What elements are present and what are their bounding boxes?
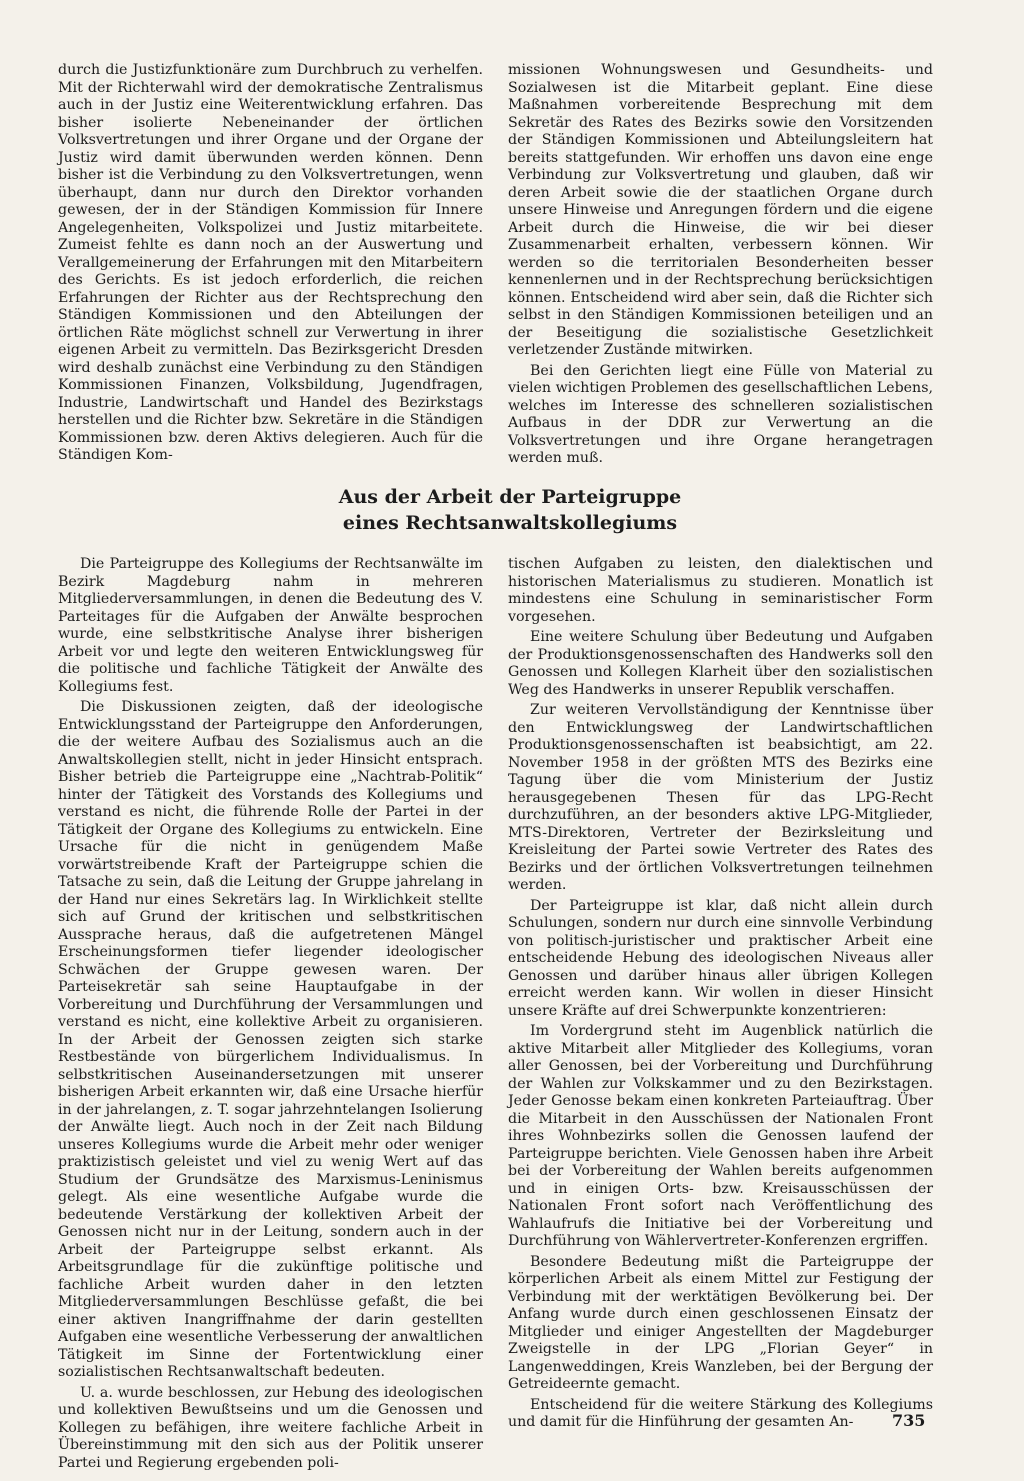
paragraph: durch die Justizfunktionäre zum Durchbruch zu verhelfen. Mit der Richterwahl wird der demokratische Zentralismus auch in der Justiz eine Weiterentwicklung erfahren. Das bisher isolierte Nebeneinander der örtlichen Volksvertretungen und ihrer Organe und der Organe der Justiz wird damit überwunden werden können. Denn bisher ist die Verbindung zu den Volksvertretungen, wenn überhaupt, dann nur durch den Direktor vorhanden gewesen, der in der Ständigen Kommission für Innere Angelegenheiten, Volkspolizei und Justiz mitarbeitete. Zumeist fehlte es dann noch an der Auswertung und Verallgemeinerung der Erfahrungen mit den Mitarbeitern des Gerichts. Es ist jedoch erforderlich, die reichen Erfahrungen der Richter aus der Rechtsprechung den Ständigen Kommissionen und den Abteilungen der örtlichen Räte möglichst schnell zur Verwertung in ihrer eigenen Arbeit zu vermitteln. Das Bezirksgericht Dresden wird deshalb zunächst eine Verbindung zu den Ständigen Kommissionen Finanzen, Volksbildung, Jugendfragen, Industrie, Landwirtschaft und Handel des Bezirkstags herstellen und die Richter bzw. Sekretäre in die Ständigen Kommissionen bzw. deren Aktivs delegieren. Auch für die Ständigen Kom-	[58, 62, 483, 463]
paragraph: Im Vordergrund steht im Augenblick natürlich die aktive Mitarbeit aller Mitglieder des Kollegiums, voran aller Genossen, bei der Vorbereitung und Durchführung der Wahlen zur Volkskammer und zu den Bezirkstagen. Jeder Genosse bekam einen konkreten Parteiauftrag. Über die Mitarbeit in den Ausschüssen der Nationalen Front ihres Wohnbezirks sollen die Genossen laufend der Parteigruppe berichten. Viele Genossen haben ihre Arbeit bei der Vorbereitung der Wahlen bereits aufgenommen und in einigen Orts- bzw. Kreisausschüssen der Nationalen Front sofort nach Veröffentlichung des Wahlaufrufs die Initiative bei der Vorbereitung und Durchführung von Wählervertreter-Konferenzen ergriffen.	[508, 1023, 933, 1249]
paragraph: Eine weitere Schulung über Bedeutung und Aufgaben der Produktionsgenossenschaften des Handwerks soll den Genossen und Kollegen Klarheit über den sozialistischen Weg des Handwerks in unserer Republik verschaffen.	[508, 629, 933, 698]
bottom-right-column	[508, 556, 933, 1435]
article-heading	[210, 484, 810, 536]
paragraph: Zur weiteren Vervollständigung der Kenntnisse über den Entwicklungsweg der Landwirtschaftlichen Produktionsgenossenschaften ist beabsichtigt, am 22. November 1958 in der größten MTS des Bezirks eine Tagung über die vom Ministerium der Justiz herausgegebenen Thesen für das LPG-Recht durchzuführen, an der besonders aktive LPG-Mitglieder, MTS-Direktoren, Vertreter der Bezirksleitung und Kreisleitung der Partei sowie Vertreter des Rates des Bezirks und der örtlichen Volksvertretungen teilnehmen werden.	[508, 702, 933, 893]
page-number: 735	[892, 1411, 926, 1430]
paragraph: Bei den Gerichten liegt eine Fülle von Material zu vielen wichtigen Problemen des gesellschaftlichen Lebens, welches im Interesse des schnelleren sozialistischen Aufbaus in der DDR zur Verwertung an die Volksvertretungen und ihre Organe herangetragen werden muß.	[508, 362, 933, 466]
heading-line: eines Rechtsanwaltskollegiums	[342, 512, 678, 534]
paragraph: U. a. wurde beschlossen, zur Hebung des ideologischen und kollektiven Bewußtseins und um die Genossen und Kollegen zu befähigen, ihre weitere fachliche Arbeit in Übereinstimmung mit den sich aus der Politik unserer Partei und Regierung ergebenden poli-	[58, 1384, 483, 1471]
paragraph: Die Diskussionen zeigten, daß der ideologische Entwicklungsstand der Parteigruppe den Anforderungen, die der weitere Aufbau des Sozialismus auch an die Anwaltskollegien stellt, nicht in jeder Hinsicht entsprach. Bisher betrieb die Parteigruppe eine „Nachtrab-Politik“ hinter der Tätigkeit des Vorstands des Kollegiums und verstand es nicht, die führende Rolle der Partei in der Tätigkeit der Organe des Kollegiums zu entwickeln. Eine Ursache für die nicht in genügendem Maße vorwärtstreibende Kraft der Parteigruppe schien die Tatsache zu sein, daß die Leitung der Gruppe jahrelang in der Hand nur eines Sekretärs lag. In Wirklichkeit stellte sich auf Grund der kritischen und selbstkritischen Aussprache heraus, daß die aufgetretenen Mängel Erscheinungsformen tiefer liegender ideologischer Schwächen der Gruppe gewesen waren. Der Parteisekretär sah seine Hauptaufgabe in der Vorbereitung und Durchführung der Versammlungen und verstand es nicht, eine kollektive Arbeit zu organisieren. In der Arbeit der Genossen zeigten sich starke Restbestände von bürgerlichem Individualismus. In selbstkritischen Auseinandersetzungen mit unserer bisherigen Arbeit erkannten wir, daß eine Ursache hierfür in der jahrelangen, z. T. sogar jahrzehntelangen Isolierung der Anwälte liegt. Auch noch in der Zeit nach Bildung unseres Kollegiums wurde die Arbeit mehr oder weniger praktizistisch geleistet und viel zu wenig Wert auf das Studium der Grundsätze des Marxismus-Leninismus gelegt. Als eine wesentliche Aufgabe wurde die bedeutende Verstärkung der kollektiven Arbeit der Genossen nicht nur in der Leitung, sondern auch in der Arbeit der Parteigruppe selbst erkannt. Als Arbeitsgrundlage für die zukünftige politische und fachliche Arbeit wurden daher in den letzten Mitgliederversammlungen Beschlüsse gefaßt, die bei einer aktiven Inangriffnahme der darin gestellten Aufgaben eine wesentliche Verbesserung der anwaltlichen Tätigkeit im Sinne der Fortentwicklung einer sozialistischen Rechtsanwaltschaft bedeuten.	[58, 699, 483, 1380]
paragraph: tischen Aufgaben zu leisten, den dialektischen und historischen Materialismus zu studieren. Monatlich ist mindestens eine Schulung in seminaristischer Form vorgesehen.	[508, 556, 933, 625]
paragraph: Entscheidend für die weitere Stärkung des Kollegiums und damit für die Hinführung der gesamten An-	[508, 1396, 933, 1430]
paragraph: Die Parteigruppe des Kollegiums der Rechtsanwälte im Bezirk Magdeburg nahm in mehreren Mitgliederversammlungen, in denen die Bedeutung des V. Parteitages für die Aufgaben der Anwälte besprochen wurde, eine selbstkritische Analyse ihrer bisherigen Arbeit vor und legte den weiteren Entwicklungsweg für die politische und fachliche Tätigkeit der Anwälte des Kollegiums fest.	[58, 556, 483, 695]
top-left-column	[58, 62, 483, 468]
heading-line: Aus der Arbeit der Parteigruppe	[338, 486, 682, 508]
bottom-left-column	[58, 556, 483, 1475]
paragraph: missionen Wohnungswesen und Gesundheits- und Sozialwesen ist die Mitarbeit geplant. Eine diese Maßnahmen vorbereitende Besprechung mit dem Sekretär des Rates des Bezirks sowie den Vorsitzenden der Ständigen Kommissionen und Abteilungsleitern hat bereits stattgefunden. Wir erhoffen uns davon eine enge Verbindung zur Volksvertretung und glauben, daß wir deren Arbeit sowie die der staatlichen Organe durch unsere Hinweise und Anregungen fördern und die eigene Arbeit durch die Hinweise, die wir bei dieser Zusammenarbeit erhalten, verbessern können. Wir werden so die territorialen Besonderheiten besser kennenlernen und in der Rechtsprechung berücksichtigen können. Entscheidend wird aber sein, daß die Richter sich selbst in den Ständigen Kommissionen beteiligen und an der Beseitigung die sozialistische Gesetzlichkeit verletzender Zustände mitwirken.	[508, 62, 933, 358]
paragraph: Besondere Bedeutung mißt die Parteigruppe der körperlichen Arbeit als einem Mittel zur Festigung der Verbindung mit der werktätigen Bevölkerung bei. Der Anfang wurde durch einen geschlossenen Einsatz der Mitglieder und einiger Angestellten der Magdeburger Zweigstelle in der LPG „Florian Geyer“ in Langenweddingen, Kreis Wanzleben, bei der Bergung der Getreideernte gemacht.	[508, 1253, 933, 1392]
top-right-column	[508, 62, 933, 471]
paragraph: Der Parteigruppe ist klar, daß nicht allein durch Schulungen, sondern nur durch eine sinnvolle Verbindung von politisch-juristischer und praktischer Arbeit eine entscheidende Hebung des ideologischen Niveaus aller Genossen und darüber hinaus aller übrigen Kollegen erreicht werden kann. Wir wollen in dieser Hinsicht unsere Kräfte auf drei Schwerpunkte konzentrieren:	[508, 897, 933, 1019]
